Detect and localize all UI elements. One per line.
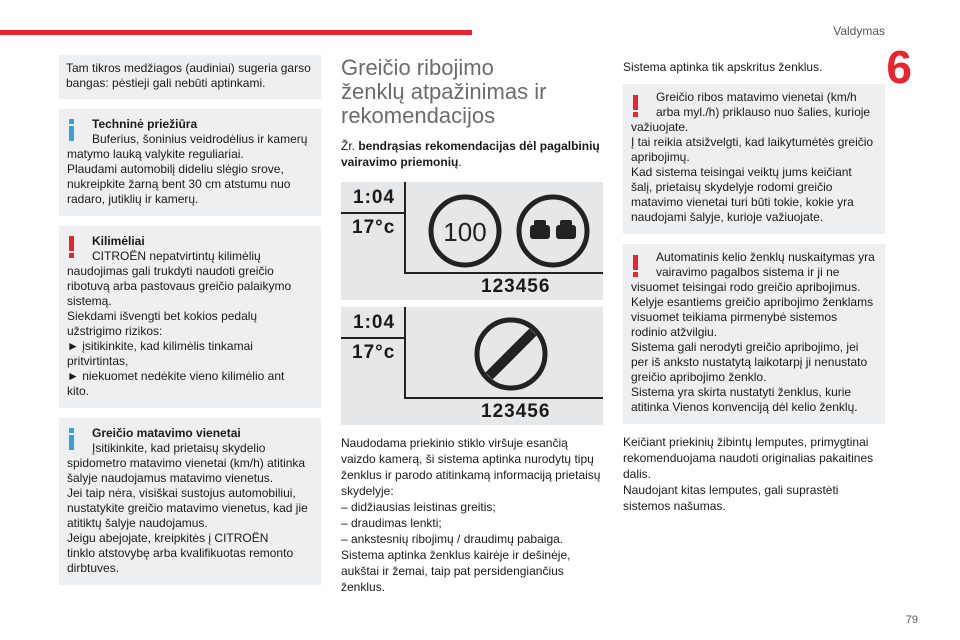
body-line: aukštai ir žemai, taip pat persidengiančius	[341, 564, 564, 578]
note-line: Tam tikros medžiagos (audiniai) sugeria garso	[66, 61, 311, 75]
box-line: ► niekuomet nedėkite vieno kilimėlio ant	[67, 369, 285, 383]
speed-limit-sign-icon	[425, 191, 505, 271]
box-line: sistemą.	[67, 294, 112, 308]
box-line: vairavimo pagalbos sistema ir ji ne	[656, 265, 840, 279]
box-line: Kad sistema teisingai veiktų jums keičiant	[631, 165, 852, 179]
box-line: visuomet teikiama pirmenybė sistemos	[631, 310, 838, 324]
section-heading	[341, 56, 603, 128]
odometer-readout: 123456	[481, 276, 551, 297]
warning-icon	[632, 255, 646, 277]
ref-suffix: .	[458, 155, 462, 169]
box-line: visuomet teisingai rodo greičio apribojimus.	[631, 280, 861, 294]
bulb-note-text	[623, 434, 885, 514]
note-line: bangas: pėstieji gali nebūti aptinkami.	[66, 76, 266, 90]
body-line: – draudimas lenkti;	[341, 516, 442, 530]
box-line: nustatykite greičio matavimo vienetus, kad jie	[67, 501, 308, 515]
chapter-number: 6	[886, 41, 912, 93]
clock-readout: 1:04	[353, 312, 396, 333]
body-line: – ankstesnių ribojimų / draudimų pabaiga.	[341, 532, 564, 546]
box-line: matymo lauką valykite reguliariai.	[67, 147, 244, 161]
odometer-readout: 123456	[481, 401, 551, 422]
box-title: Greičio matavimo vienetai	[92, 426, 241, 440]
box-line: naudojami šalyje, kurioje važiuojate.	[631, 210, 824, 224]
box-line: Plaudami automobilį dideliu slėgio srove,	[67, 162, 284, 176]
box-line: užstrigimo rizikos:	[67, 324, 163, 338]
body-line: sistemos našumas.	[623, 499, 726, 513]
box-line: Buferius, šoninius veidrodėlius ir kamerų	[92, 132, 308, 146]
box-line: spidometro matavimo vienetai (km/h) atitinka	[67, 456, 306, 470]
display-divider	[404, 307, 406, 399]
cross-reference	[341, 138, 603, 170]
box-line: naudojimas gali trukdyti naudoti greičio	[67, 264, 274, 278]
instrument-display-1	[341, 182, 603, 300]
body-line: rekomenduojama naudoti originalias pakaitines	[623, 451, 874, 465]
body-line: Sistema aptinka ženklus kairėje ir dešinėje,	[341, 548, 571, 562]
body-line: skydelyje:	[341, 484, 394, 498]
display-divider	[404, 182, 406, 274]
ref-prefix: Žr.	[341, 139, 359, 153]
temperature-readout: 17°c	[352, 217, 396, 238]
body-line: Naudojant kitas lemputes, gali suprastėti	[623, 483, 839, 497]
box-line: matavimo vienetai turi būti tokie, kokie yra	[631, 195, 854, 209]
box-line: greičio apribojimo ženklo.	[631, 370, 767, 384]
right-column	[623, 59, 885, 514]
box-line: Į tai reikia atsižvelgti, kad laikytumėtės greičio	[631, 135, 874, 149]
body-line: Keičiant priekinių žibintų lemputes, primygtinai	[623, 435, 869, 449]
box-line: apribojimų.	[631, 150, 690, 164]
body-line: vaizdo kamerą, ši sistema aptinka nurodytų tipų	[341, 452, 594, 466]
box-line: kito.	[67, 384, 90, 398]
mats-warning-box	[59, 226, 321, 408]
box-line: tinklo atstovybę arba kvalifikuotas remonto	[67, 546, 294, 560]
ref-link: vairavimo priemonių	[341, 155, 459, 169]
box-line: Greičio ribos matavimo vienetai (km/h	[656, 90, 857, 104]
warning-icon	[68, 236, 82, 258]
speed-limit-value: 100	[443, 217, 487, 247]
box-line: per iš anksto nustatytą laikotarpį ji nenustato	[631, 355, 868, 369]
display-divider	[341, 212, 404, 214]
box-line: važiuojate.	[631, 120, 689, 134]
heading-line: ženklų atpažinimas ir	[341, 79, 547, 104]
box-line: šalį, prietaisų skydelyje rodomi greičio	[631, 180, 833, 194]
box-line: Sistema yra skirta nustatyti ženklus, kurie	[631, 385, 852, 399]
body-line: – didžiausias leistinas greitis;	[341, 500, 496, 514]
box-line: Įsitikinkite, kad prietaisų skydelio	[92, 441, 266, 455]
no-overtaking-sign-icon	[513, 191, 593, 271]
display-divider	[404, 272, 603, 274]
body-line: dalis.	[623, 467, 652, 481]
info-icon	[68, 119, 82, 141]
box-title: Techninė priežiūra	[92, 117, 198, 131]
clock-readout: 1:04	[353, 187, 396, 208]
box-line: ribotuvą arba pastovaus greičio palaikymo	[67, 279, 292, 293]
middle-column	[341, 56, 603, 595]
box-line: Siekdami išvengti bet kokios pedalų	[67, 309, 258, 323]
box-line: Automatinis kelio ženklų nuskaitymas yra	[656, 250, 875, 264]
units-info-box	[59, 418, 321, 585]
box-line: atitinka Vienos konvenciją dėl kelio ženklų.	[631, 400, 858, 414]
body-line: ženklus ir parodo atitinkamą informaciją prietaisų	[341, 468, 601, 482]
box-line: ► įsitikinkite, kad kilimėlis tinkamai	[67, 339, 253, 353]
header-accent-bar	[0, 30, 472, 35]
page-number: 79	[905, 614, 918, 626]
body-line: Naudodama priekinio stiklo viršuje esančią	[341, 436, 568, 450]
left-column	[59, 55, 321, 595]
box-line: arba myl./h) priklauso nuo šalies, kurioje	[656, 105, 871, 119]
auto-recognition-warning-box	[623, 244, 885, 424]
box-line: nukreipkite žarną bent 30 cm atstumu nuo	[67, 177, 291, 191]
maintenance-info-box	[59, 109, 321, 216]
intro-note-box	[59, 55, 321, 99]
heading-line: Greičio ribojimo	[341, 55, 494, 80]
section-title: Valdymas	[833, 24, 885, 38]
display-divider	[404, 397, 603, 399]
warning-icon	[632, 95, 646, 117]
box-line: pritvirtintas,	[67, 354, 129, 368]
intro-text: Sistema aptinka tik apskritus ženklus.	[623, 60, 823, 74]
box-line: dirbtuves.	[67, 561, 120, 575]
box-title: Kilimėliai	[92, 234, 145, 248]
end-of-restrictions-sign-icon	[471, 314, 551, 394]
temperature-readout: 17°c	[352, 342, 396, 363]
body-line: ženklus.	[341, 580, 386, 594]
display-divider	[341, 337, 404, 339]
box-line: rodinio atžvilgiu.	[631, 325, 718, 339]
instrument-display-2	[341, 307, 603, 425]
box-line: CITROËN nepatvirtintų kilimėlių	[92, 249, 261, 263]
info-icon	[68, 428, 82, 450]
box-line: Kelyje esantiems greičio apribojimo ženklams	[631, 295, 874, 309]
units-warning-box	[623, 84, 885, 234]
heading-line: rekomendacijos	[341, 103, 496, 128]
ref-link: bendrąsias rekomendacijas dėl pagalbinių	[358, 139, 600, 153]
box-line: šalyje naudojamus matavimo vienetus.	[67, 471, 274, 485]
box-line: Sistema gali nerodyti greičio apribojimo, jei	[631, 340, 859, 354]
description-text	[341, 435, 603, 595]
box-line: atitiktų šalyje naudojamus.	[67, 516, 208, 530]
box-line: Jei taip nėra, visiškai sustojus automobiliui,	[67, 486, 296, 500]
box-line: Jeigu abejojate, kreipkitės į CITROËN	[67, 531, 269, 545]
box-line: radaro, jutiklių ir kamerų.	[67, 192, 199, 206]
